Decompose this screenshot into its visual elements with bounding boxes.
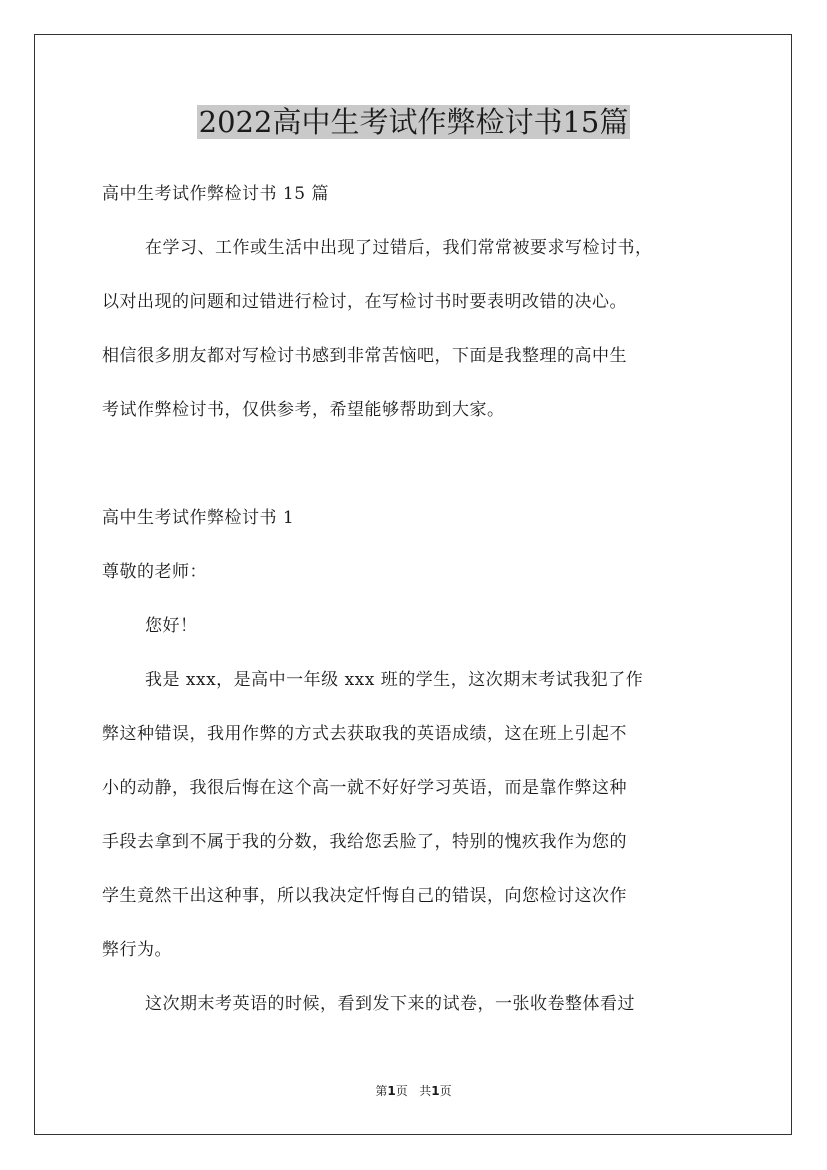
section-heading-1: 高中生考试作弊检讨书 1 <box>102 508 295 528</box>
paragraph-2-line-5: 学生竟然干出这种事，所以我决定忏悔自己的错误，向您检讨这次作 <box>102 886 627 906</box>
paragraph-2-line-2: 弊这种错误，我用作弊的方式去获取我的英语成绩，这在班上引起不 <box>102 724 627 744</box>
footer-total-unit: 页 <box>439 1084 452 1098</box>
paragraph-1-line-2: 以对出现的问题和过错进行检讨，在写检讨书时要表明改错的决心。 <box>102 292 627 312</box>
document-title <box>0 100 827 144</box>
paragraph-1-line-1: 在学习、工作或生活中出现了过错后，我们常常被要求写检讨书， <box>145 238 653 258</box>
document-title-text: 2022高中生考试作弊检讨书15篇 <box>198 105 629 139</box>
footer-page-current: 1 <box>387 1084 396 1098</box>
page-footer <box>0 1083 827 1099</box>
paragraph-2-line-6: 弊行为。 <box>102 940 172 960</box>
footer-page-unit: 页 <box>395 1084 408 1098</box>
footer-page-label: 第 <box>375 1084 388 1098</box>
subtitle-line: 高中生考试作弊检讨书 15 篇 <box>102 184 329 204</box>
paragraph-1-line-4: 考试作弊检讨书，仅供参考，希望能够帮助到大家。 <box>102 400 505 420</box>
greeting: 您好！ <box>145 616 198 636</box>
footer-total-label: 共 <box>419 1084 432 1098</box>
paragraph-2-line-3: 小的动静，我很后悔在这个高一就不好好学习英语，而是靠作弊这种 <box>102 778 627 798</box>
paragraph-2-line-1: 我是 xxx，是高中一年级 xxx 班的学生，这次期末考试我犯了作 <box>145 670 644 690</box>
paragraph-3-line-1: 这次期末考英语的时候，看到发下来的试卷，一张收卷整体看过 <box>145 994 635 1014</box>
salutation: 尊敬的老师： <box>102 562 207 582</box>
paragraph-1-line-3: 相信很多朋友都对写检讨书感到非常苦恼吧，下面是我整理的高中生 <box>102 346 627 366</box>
paragraph-2-line-4: 手段去拿到不属于我的分数，我给您丢脸了，特别的愧疚我作为您的 <box>102 832 627 852</box>
footer-page-total: 1 <box>431 1084 440 1098</box>
